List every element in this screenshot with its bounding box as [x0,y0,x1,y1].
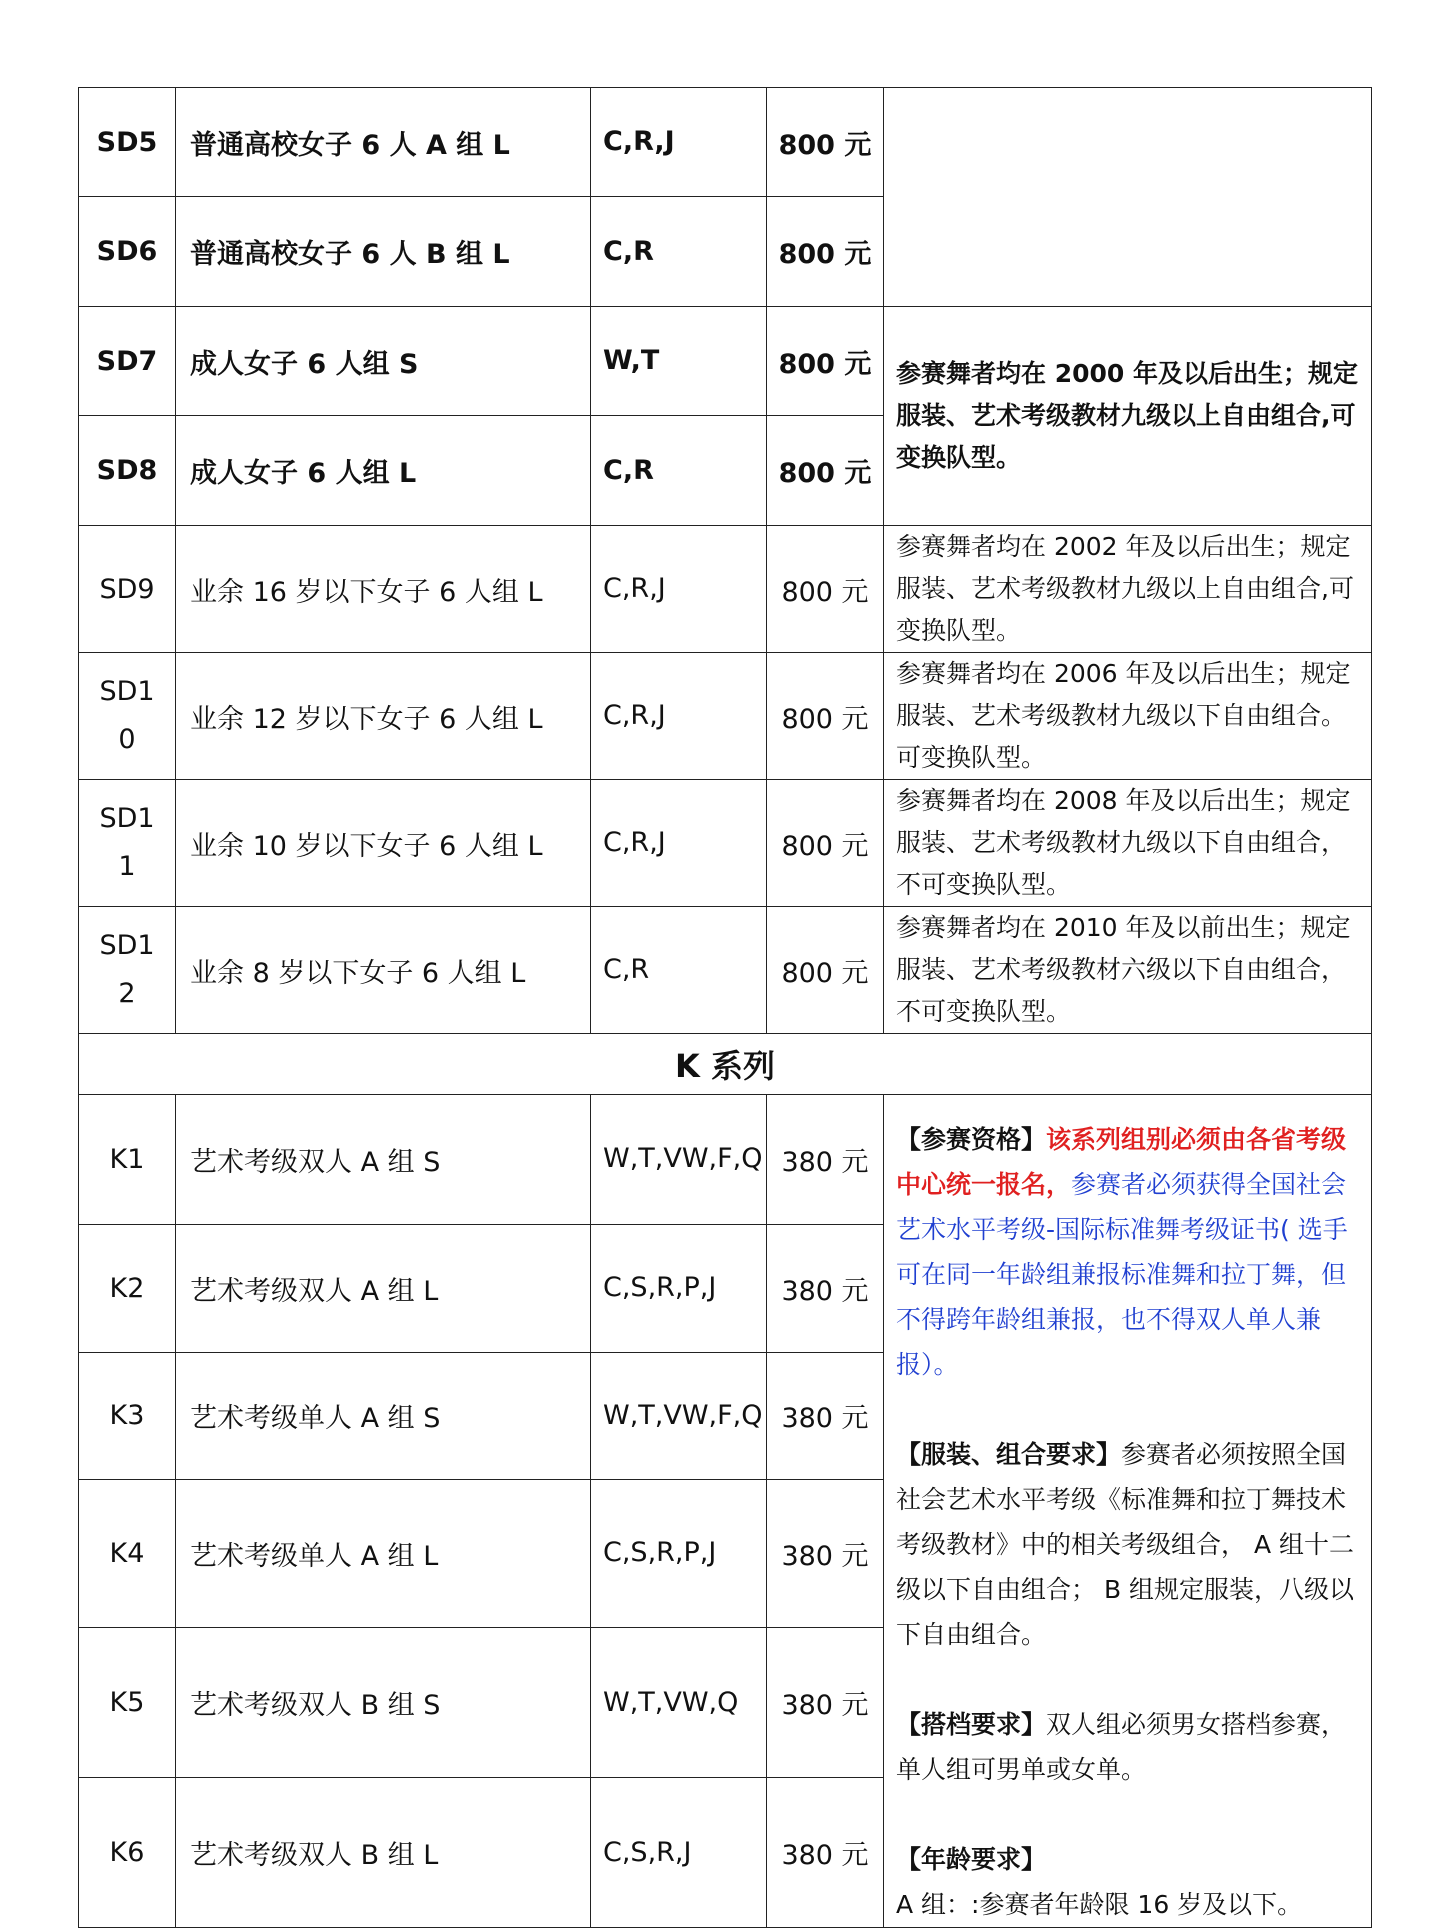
event-fee: 380 元 [767,1778,884,1928]
event-dances: C,R [591,416,767,526]
event-name: 成人女子 6 人组 S [176,307,591,416]
table-row [79,1095,1372,1225]
table-row [79,88,1372,197]
event-dances: C,S,R,J [591,1778,767,1928]
dress-block [896,1432,1361,1657]
table-row [79,307,1372,416]
partner-heading: 【搭档要求】 [896,1710,1047,1739]
event-fee: 380 元 [767,1095,884,1225]
event-code: K3 [79,1353,176,1479]
event-code: K1 [79,1095,176,1225]
event-table [78,87,1372,1928]
dress-text: 参赛者必须按照全国社会艺术水平考级《标准舞和拉丁舞技术考级教材》中的相关考级组合， A 组十二级以下自由组合； B 组规定服装，八级以下自由组合。 [896,1440,1355,1649]
age-heading: 【年龄要求】 [896,1845,1047,1874]
event-dances: W,T,VW,F,Q [591,1353,767,1479]
event-fee: 800 元 [767,653,884,780]
event-code: SD9 [79,526,176,653]
table-row [79,526,1372,653]
event-code: SD8 [79,416,176,526]
event-note: 参赛舞者均在 2008 年及以后出生；规定服装、艺术考级教材九级以下自由组合，不可变换队型。 [884,780,1372,907]
event-dances: W,T [591,307,767,416]
event-fee: 800 元 [767,907,884,1034]
series-header-row [79,1034,1372,1095]
event-note: 参赛舞者均在 2010 年及以前出生；规定服装、艺术考级教材六级以下自由组合，不可变换队型。 [884,907,1372,1034]
event-note: 参赛舞者均在 2006 年及以后出生；规定服装、艺术考级教材九级以下自由组合。可变换队型。 [884,653,1372,780]
event-dances: W,T,VW,F,Q [591,1095,767,1225]
event-name: 成人女子 6 人组 L [176,416,591,526]
event-code: SD12 [79,907,176,1034]
event-dances: C,R,J [591,780,767,907]
event-fee: 800 元 [767,197,884,307]
qualification-block [896,1117,1361,1387]
event-note: 参赛舞者均在 2000 年及以后出生；规定服装、艺术考级教材九级以上自由组合,可变换队型。 [884,307,1372,526]
event-name: 艺术考级单人 A 组 S [176,1353,591,1479]
event-dances: C,S,R,P,J [591,1479,767,1628]
event-fee: 380 元 [767,1224,884,1353]
event-name: 艺术考级双人 B 组 S [176,1628,591,1778]
event-code: K5 [79,1628,176,1778]
table-row [79,780,1372,907]
event-code: K2 [79,1224,176,1353]
event-fee: 800 元 [767,780,884,907]
event-note: 参赛舞者均在 2002 年及以后出生；规定服装、艺术考级教材九级以上自由组合,可变换队型。 [884,526,1372,653]
event-dances: C,R,J [591,88,767,197]
event-code: SD5 [79,88,176,197]
event-name: 艺术考级双人 A 组 L [176,1224,591,1353]
partner-text: 双人组必须男女搭档参赛，单人组可男单或女单。 [896,1710,1347,1784]
qualification-heading: 【参赛资格】 [896,1125,1047,1154]
event-dances: C,R [591,907,767,1034]
partner-block [896,1702,1361,1792]
event-fee: 800 元 [767,526,884,653]
table-row [79,907,1372,1034]
event-code: K4 [79,1479,176,1628]
event-name: 业余 10 岁以下女子 6 人组 L [176,780,591,907]
event-fee: 380 元 [767,1628,884,1778]
event-fee: 800 元 [767,307,884,416]
event-dances: C,R,J [591,526,767,653]
event-name: 普通高校女子 6 人 B 组 L [176,197,591,307]
k-series-requirements [884,1095,1372,1928]
series-title: K 系列 [79,1034,1372,1095]
table-row [79,653,1372,780]
event-code: SD7 [79,307,176,416]
event-fee: 800 元 [767,416,884,526]
qualification-blue-text: 参赛者必须获得全国社会艺术水平考级-国际标准舞考级证书( 选手可在同一年龄组兼报标准舞和拉丁舞，但不得跨年龄组兼报，也不得双人单人兼报）。 [896,1170,1348,1379]
event-name: 艺术考级单人 A 组 L [176,1479,591,1628]
event-note-empty [884,88,1372,307]
dress-heading: 【服装、组合要求】 [896,1440,1122,1469]
event-dances: W,T,VW,Q [591,1628,767,1778]
age-text: A 组：:参赛者年龄限 16 岁及以下。 [896,1890,1303,1919]
event-code: K6 [79,1778,176,1928]
event-fee: 380 元 [767,1353,884,1479]
event-name: 业余 12 岁以下女子 6 人组 L [176,653,591,780]
event-code: SD6 [79,197,176,307]
event-name: 艺术考级双人 B 组 L [176,1778,591,1928]
event-fee: 800 元 [767,88,884,197]
event-name: 艺术考级双人 A 组 S [176,1095,591,1225]
event-code: SD11 [79,780,176,907]
event-dances: C,S,R,P,J [591,1224,767,1353]
qualification-red-text: 该系列组别必须由各省考级中心统一报名， [896,1125,1347,1199]
event-name: 业余 16 岁以下女子 6 人组 L [176,526,591,653]
event-dances: C,R [591,197,767,307]
event-fee: 380 元 [767,1479,884,1628]
event-dances: C,R,J [591,653,767,780]
event-name: 普通高校女子 6 人 A 组 L [176,88,591,197]
event-code: SD10 [79,653,176,780]
event-name: 业余 8 岁以下女子 6 人组 L [176,907,591,1034]
